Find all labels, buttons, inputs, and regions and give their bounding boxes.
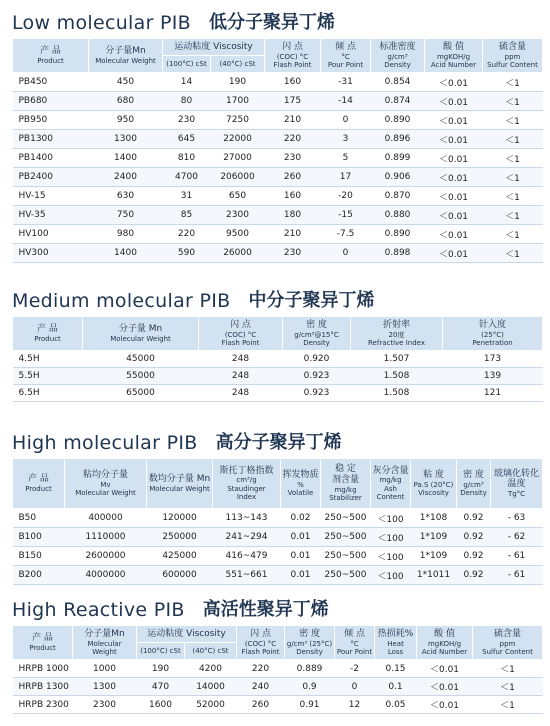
table-cell: 210 [265,225,321,244]
high-molecular-table [12,458,543,585]
product-cell: HV-15 [13,187,89,206]
table-cell: 14000 [185,678,237,696]
high-reactive-table [12,625,543,714]
table-cell: 0.92 [457,547,491,566]
medium-title-zh: 中分子聚异丁烯 [248,290,375,311]
table-cell: 113~143 [213,509,281,528]
table-cell: -14 [321,92,371,111]
col-product: 产 品 Product [13,626,73,660]
table-cell: -20 [321,187,371,206]
col-tg: 玻璃化转化 温度 Tg°C [491,459,543,509]
table-cell: - 62 [491,528,543,547]
table-cell: 425000 [147,547,213,566]
high-title-zh: 高分子聚异丁烯 [215,432,342,453]
table-cell: 9500 [211,225,265,244]
table-cell: 0.01 [281,547,321,566]
table-cell: 1*109 [411,528,457,547]
table-cell: 1400 [89,244,163,263]
table-cell: 230 [265,149,321,168]
table-cell: 0.920 [283,351,351,368]
table-cell: ＜0.01 [417,678,473,696]
table-cell: 0.890 [371,111,425,130]
table-row [13,149,543,168]
table-cell: -7.5 [321,225,371,244]
table-cell: 139 [443,368,543,385]
table-cell: ＜1 [483,73,543,92]
table-cell: 175 [265,92,321,111]
table-row [13,547,543,566]
table-row [13,187,543,206]
table-row [13,130,543,149]
low-title-zh: 低分子聚异丁烯 [209,12,336,33]
table-cell: ＜0.01 [417,696,473,714]
table-cell: 2600000 [65,547,147,566]
table-cell: 14 [163,73,211,92]
reactive-title-zh: 高活性聚异丁烯 [202,599,329,620]
table-cell: ＜1 [483,111,543,130]
table-cell: ＜0.01 [425,187,483,206]
col-sulfur: 硫含量 ppm Sulfur Content [473,626,543,660]
table-row [13,225,543,244]
table-cell: 55000 [83,368,199,385]
table-cell: 230 [265,244,321,263]
table-cell: 250~500 [321,528,371,547]
col-density: 密 度 g/cm³ (25°C) Density [285,626,335,660]
col-mn: 分子量 Mn Molecular Weight [83,317,199,351]
medium-molecular-section [12,282,542,402]
table-cell: 190 [211,73,265,92]
product-cell: PB950 [13,111,89,130]
table-cell: 248 [199,351,283,368]
col-mn: 分子量Mn Molecular Weight [73,626,137,660]
table-cell: 1400 [89,149,163,168]
table-row [13,696,543,714]
table-cell: 4000000 [65,566,147,585]
table-cell: ＜1 [483,244,543,263]
table-cell: 980 [89,225,163,244]
table-row [13,660,543,678]
table-cell: -31 [321,73,371,92]
table-cell: 950 [89,111,163,130]
table-cell: 0.05 [375,696,417,714]
product-cell: HV100 [13,225,89,244]
product-cell: HRPB 1300 [13,678,73,696]
table-cell: 0 [321,111,371,130]
table-cell: 0.870 [371,187,425,206]
table-row [13,73,543,92]
table-cell: 17 [321,168,371,187]
table-cell: ＜1 [483,168,543,187]
table-cell: 0.889 [285,660,335,678]
table-cell: 220 [163,225,211,244]
col-visc-40: (40°C) cSt [211,56,265,73]
table-cell: ＜1 [483,130,543,149]
product-cell: B150 [13,547,65,566]
table-cell: ＜0.01 [417,660,473,678]
table-cell: 0.899 [371,149,425,168]
product-cell: HRPB 2300 [13,696,73,714]
col-product: 产 品 Product [13,317,83,351]
table-cell: 0.1 [375,678,417,696]
table-cell: 0.92 [457,509,491,528]
table-cell: - 61 [491,547,543,566]
table-row [13,206,543,225]
table-cell: ＜100 [371,547,411,566]
high-molecular-section [12,424,542,585]
table-cell: 250000 [147,528,213,547]
product-cell: HRPB 1000 [13,660,73,678]
product-cell: PB680 [13,92,89,111]
table-cell: 810 [163,149,211,168]
medium-molecular-table [12,316,543,402]
table-cell: ＜0.01 [425,168,483,187]
table-cell: 0.898 [371,244,425,263]
table-cell: ＜0.01 [425,225,483,244]
table-cell: 206000 [211,168,265,187]
table-cell: 0.923 [283,385,351,402]
table-cell: ＜0.01 [425,73,483,92]
table-cell: 0.92 [457,566,491,585]
col-viscosity: 运动粘度 Viscosity [137,626,237,643]
table-cell: ＜0.01 [425,244,483,263]
table-cell: 160 [265,187,321,206]
table-cell: 2300 [73,696,137,714]
col-visc-100: (100°C) cSt [163,56,211,73]
table-cell: ＜0.01 [425,130,483,149]
product-cell: PB1400 [13,149,89,168]
table-cell: 5 [321,149,371,168]
col-heat-loss: 热损耗% Heat Loss [375,626,417,660]
table-row [13,678,543,696]
table-row [13,244,543,263]
table-cell: ＜0.01 [425,149,483,168]
col-sulfur: 硫含量 ppm Sulfur Content [483,39,543,73]
high-reactive-section [12,591,542,714]
table-cell: 248 [199,385,283,402]
col-pour: 倾 点 °C Pour Point [321,39,371,73]
table-cell: 450 [89,73,163,92]
table-row [13,385,543,402]
product-cell: B200 [13,566,65,585]
col-flash: 闪 点 (COC) °C Flash Point [265,39,321,73]
col-flash: 闪 点 (COC) °C Flash Point [199,317,283,351]
table-row [13,528,543,547]
table-cell: 1*108 [411,509,457,528]
table-cell: ＜1 [483,92,543,111]
table-cell: 0.896 [371,130,425,149]
table-row [13,351,543,368]
table-cell: 470 [137,678,185,696]
col-acid: 酸 值 mgKOH/g Acid Number [417,626,473,660]
table-cell: ＜1 [473,678,543,696]
table-cell: ＜1 [473,660,543,678]
product-cell: 5.5H [13,368,83,385]
table-cell: 1110000 [65,528,147,547]
col-visc-40: (40°C) cSt [185,643,237,660]
table-cell: 750 [89,206,163,225]
product-cell: B50 [13,509,65,528]
low-molecular-table [12,38,543,263]
table-cell: 12 [335,696,375,714]
col-viscosity: 运动粘度 Viscosity [163,39,265,56]
table-cell: 551~661 [213,566,281,585]
col-volatile: 挥发物质 % Volatile [281,459,321,509]
table-cell: 160 [265,73,321,92]
table-cell: 52000 [185,696,237,714]
medium-title-en: Medium molecular PIB [12,290,231,312]
product-cell: PB1300 [13,130,89,149]
table-cell: 1*109 [411,547,457,566]
table-cell: 416~479 [213,547,281,566]
table-cell: 0 [335,678,375,696]
col-product: 产 品 Product [13,459,65,509]
high-reactive-title [12,591,542,621]
col-ash: 灰分含量 mg/kg Ash Content [371,459,411,509]
table-cell: ＜1 [473,696,543,714]
high-title-en: High molecular PIB [12,432,198,454]
table-cell: 680 [89,92,163,111]
product-cell: 4.5H [13,351,83,368]
table-cell: ＜100 [371,566,411,585]
table-cell: 31 [163,187,211,206]
table-cell: 4700 [163,168,211,187]
table-row [13,509,543,528]
col-acid: 酸 值 mgKOH/g Acid Number [425,39,483,73]
table-cell: 0.02 [281,509,321,528]
col-staudinger: 斯托丁格指数 cm³/g Staudinger Index [213,459,281,509]
col-mv: 粘均分子量 Mv Molecular Weight [65,459,147,509]
col-mn: 分子量Mn Molecular Weight [89,39,163,73]
low-molecular-title [12,4,542,34]
table-cell: 630 [89,187,163,206]
table-cell: 0.923 [283,368,351,385]
table-cell: 1.508 [351,385,443,402]
col-density: 密 度 g/cm³ Density [457,459,491,509]
table-cell: 0.92 [457,528,491,547]
table-cell: - 61 [491,566,543,585]
table-cell: 260 [265,168,321,187]
table-cell: 1700 [211,92,265,111]
table-cell: ＜1 [483,187,543,206]
table-cell: 230 [163,111,211,130]
table-cell: 250~500 [321,509,371,528]
table-cell: 241~294 [213,528,281,547]
table-cell: ＜0.01 [425,92,483,111]
col-flash: 闪 点 (COC) °C Flash Point [237,626,285,660]
table-cell: 2300 [211,206,265,225]
table-cell: 180 [265,206,321,225]
table-cell: 1300 [89,130,163,149]
table-cell: 0.01 [281,566,321,585]
table-cell: 250~500 [321,547,371,566]
table-cell: 220 [237,660,285,678]
table-cell: -15 [321,206,371,225]
table-cell: 600000 [147,566,213,585]
table-cell: 0.906 [371,168,425,187]
table-cell: 7250 [211,111,265,130]
table-cell: 0 [321,244,371,263]
table-cell: 0.880 [371,206,425,225]
col-product: 产 品 Product [13,39,89,73]
table-row [13,566,543,585]
table-cell: 0.9 [285,678,335,696]
table-cell: 590 [163,244,211,263]
reactive-title-en: High Reactive PIB [12,599,185,621]
col-density: 密 度 g/cm³@15°C Density [283,317,351,351]
table-cell: - 63 [491,509,543,528]
table-cell: ＜100 [371,528,411,547]
table-cell: ＜1 [483,225,543,244]
table-cell: 260 [237,696,285,714]
table-row [13,168,543,187]
low-title-en: Low molecular PIB [12,12,192,34]
product-cell: PB450 [13,73,89,92]
product-cell: PB2400 [13,168,89,187]
table-cell: 0.15 [375,660,417,678]
col-viscosity: 粘 度 Pa.S (20°C) Viscosity [411,459,457,509]
table-cell: 210 [265,111,321,130]
table-row [13,111,543,130]
table-cell: 0.854 [371,73,425,92]
table-cell: 1600 [137,696,185,714]
col-refractive: 折射率 20度 Refractive Index [351,317,443,351]
table-cell: 65000 [83,385,199,402]
table-cell: 240 [237,678,285,696]
table-cell: 1.508 [351,368,443,385]
table-row [13,92,543,111]
col-pour: 倾 点 °C Pour Point [335,626,375,660]
table-cell: 26000 [211,244,265,263]
table-cell: 121 [443,385,543,402]
table-cell: ＜0.01 [425,206,483,225]
table-row [13,368,543,385]
table-cell: 1300 [73,678,137,696]
table-cell: 45000 [83,351,199,368]
table-cell: 22000 [211,130,265,149]
table-cell: -2 [335,660,375,678]
table-cell: 2400 [89,168,163,187]
table-cell: ＜0.01 [425,111,483,130]
table-cell: ＜1 [483,206,543,225]
table-cell: 0.890 [371,225,425,244]
table-cell: 645 [163,130,211,149]
table-cell: 1*1011 [411,566,457,585]
product-cell: 6.5H [13,385,83,402]
table-cell: 650 [211,187,265,206]
table-cell: 220 [265,130,321,149]
product-cell: HV-35 [13,206,89,225]
table-cell: 0.01 [281,528,321,547]
table-cell: 173 [443,351,543,368]
table-cell: 400000 [65,509,147,528]
col-visc-100: (100°C) cSt [137,643,185,660]
table-cell: 27000 [211,149,265,168]
table-cell: 0.91 [285,696,335,714]
table-cell: 190 [137,660,185,678]
medium-molecular-title [12,282,542,312]
table-cell: 85 [163,206,211,225]
table-cell: ＜100 [371,509,411,528]
table-cell: 1000 [73,660,137,678]
table-cell: 0.874 [371,92,425,111]
table-cell: ＜1 [483,149,543,168]
col-mn: 数均分子量 Mn Molecular Weight [147,459,213,509]
table-cell: 1.507 [351,351,443,368]
table-cell: 250~500 [321,566,371,585]
table-cell: 120000 [147,509,213,528]
product-cell: HV300 [13,244,89,263]
col-density: 标准密度 g/cm³ Density [371,39,425,73]
table-cell: 248 [199,368,283,385]
table-cell: 3 [321,130,371,149]
high-molecular-title [12,424,542,454]
table-cell: 4200 [185,660,237,678]
low-molecular-section [12,4,542,263]
col-stabilizer: 稳 定 剂含量 mg/kg Stabilizer [321,459,371,509]
table-cell: 80 [163,92,211,111]
col-penetration: 针入度 (25°C) Penetration [443,317,543,351]
product-cell: B100 [13,528,65,547]
